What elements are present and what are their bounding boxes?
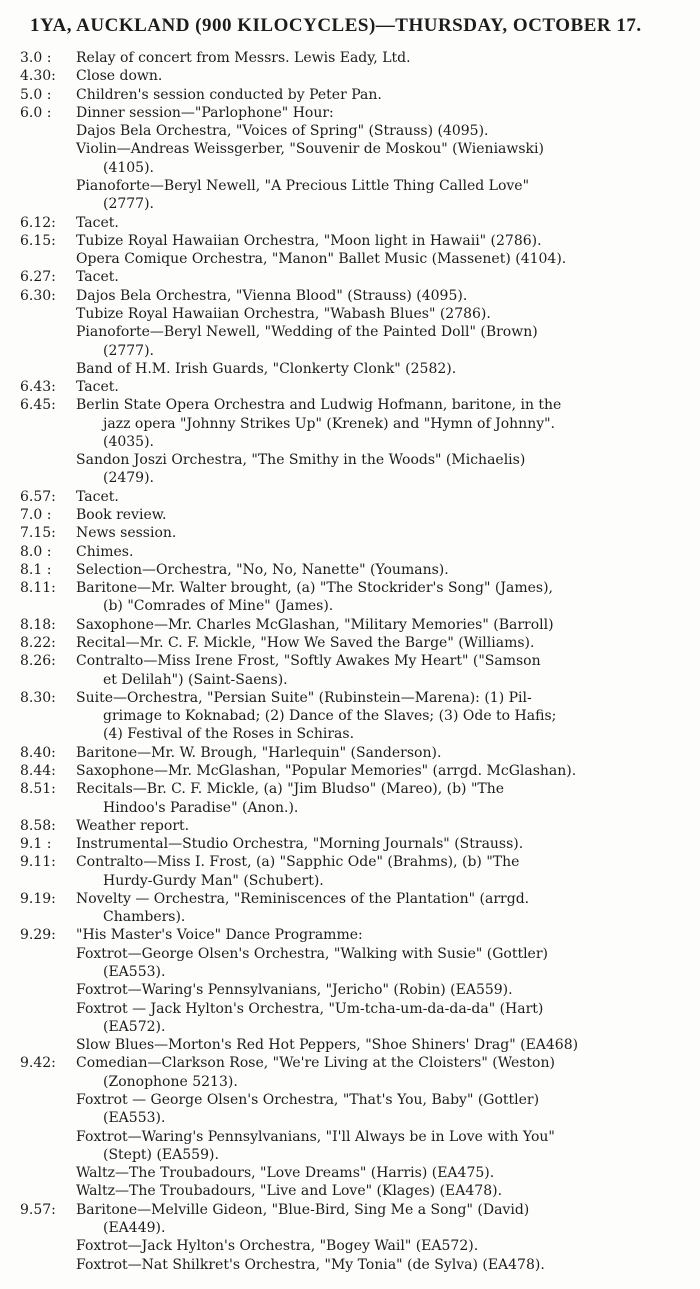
program-item-text: Tacet. [76,269,119,286]
program-item-text: Novelty — Orchestra, "Reminiscences of the Plantation" (arrgd. [76,890,530,907]
schedule-line [0,1256,700,1275]
program-item-continuation: (b) "Comrades of Mine" (James). [103,598,334,615]
schedule-line [0,872,700,891]
schedule-line [0,689,700,708]
schedule-line [0,342,700,361]
schedule-line [0,707,700,726]
program-item-text: Recital—Mr. C. F. Mickle, "How We Saved the Barge" (Williams). [76,635,535,651]
program-item-continuation: (Zonophone 5213). [103,1073,238,1090]
schedule-line [0,86,700,105]
schedule-line [0,561,700,580]
schedule-line [0,1073,700,1092]
time-label: 6.12: [20,214,56,231]
program-item-continuation: Dajos Bela Orchestra, "Voices of Spring" (Strauss) (4095). [76,123,489,140]
schedule-line [0,926,700,945]
schedule-line [0,945,700,964]
time-label: 6.27: [20,269,56,286]
schedule-line [0,890,700,909]
time-label: 6.30: [20,287,56,304]
program-item-continuation: Foxtrot—Waring's Pennsylvanians, "I'll Always be in Love with You" [76,1128,555,1145]
schedule-line [0,1219,700,1238]
page-heading: 1YA, AUCKLAND (900 KILOCYCLES)—THURSDAY, OCTOBER 17. [30,15,642,36]
program-item-continuation: Slow Blues—Morton's Red Hot Peppers, "Shoe Shiners' Drag" (EA468) [76,1037,579,1054]
program-item-text: Relay of concert from Messrs. Lewis Eady, Ltd. [76,50,411,66]
schedule-line [0,1054,700,1073]
program-item-text: Close down. [76,68,163,85]
program-item-continuation: Hindoo's Paradise" (Anon.). [103,799,299,816]
time-label: 8.1 : [20,561,52,578]
schedule-line [0,67,700,86]
time-label: 9.19: [20,890,56,907]
program-item-continuation: Foxtrot—Jack Hylton's Orchestra, "Bogey Wail" (EA572). [76,1238,479,1255]
program-item-continuation: (2479). [103,470,155,487]
program-item-continuation: jazz opera "Johnny Strikes Up" (Krenek) and "Hymn of Johnny". [103,415,556,432]
schedule-line [0,1091,700,1110]
program-item-text: Instrumental—Studio Orchestra, "Morning Journals" (Strauss). [76,836,524,852]
program-item-text: Book review. [76,507,167,523]
schedule-line [0,817,700,836]
schedule-line [0,1000,700,1019]
schedule-line [0,378,700,397]
schedule-line [0,652,700,671]
schedule-line [0,140,700,159]
time-label: 9.29: [20,927,56,944]
schedule-line [0,49,700,68]
schedule-line [0,762,700,781]
program-item-continuation: (EA553). [103,1110,166,1127]
schedule-line [0,451,700,470]
time-label: 8.58: [20,817,56,834]
program-item-continuation: (EA572). [103,1018,166,1035]
program-item-text: Dinner session—"Parlophone" Hour: [76,104,334,121]
time-label: 6.57: [20,488,56,505]
program-item-text: Contralto—Miss I. Frost, (a) "Sapphic Ode" (Brahms), (b) "The [76,854,520,871]
time-label: 3.0 : [20,50,52,66]
schedule-line [0,597,700,616]
schedule-line [0,1182,700,1201]
program-item-continuation: et Delilah") (Saint-Saens). [103,671,288,688]
program-item-continuation: grimage to Koknabad; (2) Dance of the Slaves; (3) Ode to Hafis; [103,708,557,725]
schedule-line [0,159,700,178]
program-item-text: Tacet. [76,214,119,231]
schedule-line [0,616,700,635]
program-item-text: Contralto—Miss Irene Frost, "Softly Awakes My Heart" ("Samson [76,653,541,670]
time-label: 9.11: [20,854,56,871]
schedule-line [0,1146,700,1165]
time-label: 7.15: [20,525,56,542]
schedule-line [0,396,700,415]
schedule-line [0,908,700,927]
program-item-continuation: (4035). [103,433,155,450]
schedule-line [0,104,700,123]
program-item-continuation: Foxtrot—George Olsen's Orchestra, "Walking with Susie" (Gottler) [76,945,548,962]
program-item-text: Recitals—Br. C. F. Mickle, (a) "Jim Bludso" (Mareo), (b) "The [76,781,505,798]
schedule-line [0,1036,700,1055]
schedule-line [0,725,700,744]
schedule-line [0,1128,700,1147]
schedule-line [0,579,700,598]
program-item-text: Dajos Bela Orchestra, "Vienna Blood" (Strauss) (4095). [76,287,468,304]
program-item-continuation: Opera Comique Orchestra, "Manon" Ballet Music (Massenet) (4104). [76,251,567,268]
program-item-text: Children's session conducted by Peter Pan. [76,86,382,103]
program-item-text: "His Master's Voice" Dance Programme: [76,927,363,944]
program-item-continuation: Foxtrot — George Olsen's Orchestra, "That's You, Baby" (Gottler) [76,1092,540,1108]
program-item-continuation: (EA449). [103,1219,166,1236]
schedule-line [0,671,700,690]
schedule-line [0,963,700,982]
schedule-line [0,232,700,251]
program-item-continuation: (4) Festival of the Roses in Schiras. [103,726,355,743]
program-item-text: Chimes. [76,543,134,560]
schedule-line [0,469,700,488]
program-item-continuation: Tubize Royal Hawaiian Orchestra, "Wabash Blues" (2786). [76,305,491,322]
time-label: 6.45: [20,397,56,414]
program-item-text: Tacet. [76,488,119,505]
program-item-continuation: Foxtrot — Jack Hylton's Orchestra, "Um-tcha-um-da-da-da" (Hart) [76,1000,544,1017]
time-label: 8.30: [20,689,56,706]
program-item-text: Weather report. [76,817,190,834]
time-label: 6.15: [20,232,56,249]
program-item-text: Tacet. [76,379,119,395]
time-label: 8.22: [20,635,56,651]
schedule-line [0,799,700,818]
schedule-line [0,780,700,799]
schedule-line [0,195,700,214]
time-label: 8.40: [20,744,56,761]
program-item-text: Baritone—Melville Gideon, "Blue-Bird, Sing Me a Song" (David) [76,1201,530,1218]
schedule-line [0,415,700,434]
time-label: 9.57: [20,1201,56,1218]
schedule-line [0,543,700,562]
schedule-line [0,214,700,233]
schedule-line [0,305,700,324]
program-item-continuation: Sandon Joszi Orchestra, "The Smithy in the Woods" (Michaelis) [76,452,526,469]
schedule-line [0,853,700,872]
schedule-line [0,268,700,287]
time-label: 8.0 : [20,543,52,560]
time-label: 9.42: [20,1055,56,1072]
schedule-line [0,1164,700,1183]
program-item-continuation: Violin—Andreas Weissgerber, "Souvenir de Moskou" (Wieniawski) [76,141,544,158]
program-item-continuation: (Stept) (EA559). [103,1146,219,1163]
program-item-text: News session. [76,525,177,542]
program-item-continuation: Hurdy-Gurdy Man" (Schubert). [103,872,324,889]
program-item-continuation: (EA553). [103,964,166,980]
time-label: 9.1 : [20,836,52,852]
time-label: 8.26: [20,653,56,670]
program-item-text: Selection—Orchestra, "No, No, Nanette" (Youmans). [76,561,449,578]
program-item-continuation: Waltz—The Troubadours, "Live and Love" (Klages) (EA478). [76,1183,503,1200]
schedule-line [0,524,700,543]
program-item-text: Baritone—Mr. W. Brough, "Harlequin" (Sanderson). [76,744,442,761]
program-item-continuation: Pianoforte—Beryl Newell, "Wedding of the Painted Doll" (Brown) [76,324,538,341]
schedule-line [0,287,700,306]
schedule-line [0,1109,700,1128]
schedule-line [0,177,700,196]
schedule-line [0,506,700,525]
program-item-continuation: (2777). [103,196,155,213]
program-item-text: Baritone—Mr. Walter brought, (a) "The Stockrider's Song" (James), [76,580,553,597]
program-item-continuation: Band of H.M. Irish Guards, "Clonkerty Clonk" (2582). [76,360,457,377]
schedule-line [0,488,700,507]
schedule-line [0,250,700,269]
program-item-continuation: (4105). [103,159,155,176]
time-label: 4.30: [20,68,56,85]
time-label: 8.11: [20,580,56,597]
schedule-line [0,981,700,1000]
program-item-text: Comedian—Clarkson Rose, "We're Living at the Cloisters" (Weston) [76,1055,555,1072]
program-item-continuation: Chambers). [103,909,186,926]
schedule-line [0,433,700,452]
program-item-continuation: Foxtrot—Waring's Pennsylvanians, "Jericho" (Robin) (EA559). [76,982,513,999]
time-label: 6.43: [20,379,56,395]
program-item-text: Suite—Orchestra, "Persian Suite" (Rubinstein—Marena): (1) Pil- [76,689,532,706]
program-item-continuation: Pianoforte—Beryl Newell, "A Precious Little Thing Called Love" [76,178,530,194]
program-item-continuation: Foxtrot—Nat Shilkret's Orchestra, "My Tonia" (de Sylva) (EA478). [76,1256,545,1273]
program-item-text: Tubize Royal Hawaiian Orchestra, "Moon light in Hawaii" (2786). [76,232,542,249]
program-item-text: Saxophone—Mr. McGlashan, "Popular Memories" (arrgd. McGlashan). [76,762,577,779]
schedule-line [0,634,700,653]
time-label: 7.0 : [20,507,52,523]
schedule-line [0,323,700,342]
time-label: 8.51: [20,781,56,798]
program-item-continuation: Waltz—The Troubadours, "Love Dreams" (Harris) (EA475). [76,1165,495,1182]
time-label: 6.0 : [20,104,52,121]
time-label: 8.18: [20,616,56,633]
schedule-line [0,122,700,141]
program-item-text: Saxophone—Mr. Charles McGlashan, "Military Memories" (Barroll) [76,616,554,633]
program-item-continuation: (2777). [103,342,155,359]
schedule-line [0,835,700,854]
schedule-line [0,1018,700,1037]
schedule-line [0,1237,700,1256]
schedule-line [0,744,700,763]
program-item-text: Berlin State Opera Orchestra and Ludwig Hofmann, baritone, in the [76,397,562,414]
schedule-line [0,360,700,379]
time-label: 8.44: [20,762,56,779]
time-label: 5.0 : [20,86,52,103]
schedule-line [0,1201,700,1220]
